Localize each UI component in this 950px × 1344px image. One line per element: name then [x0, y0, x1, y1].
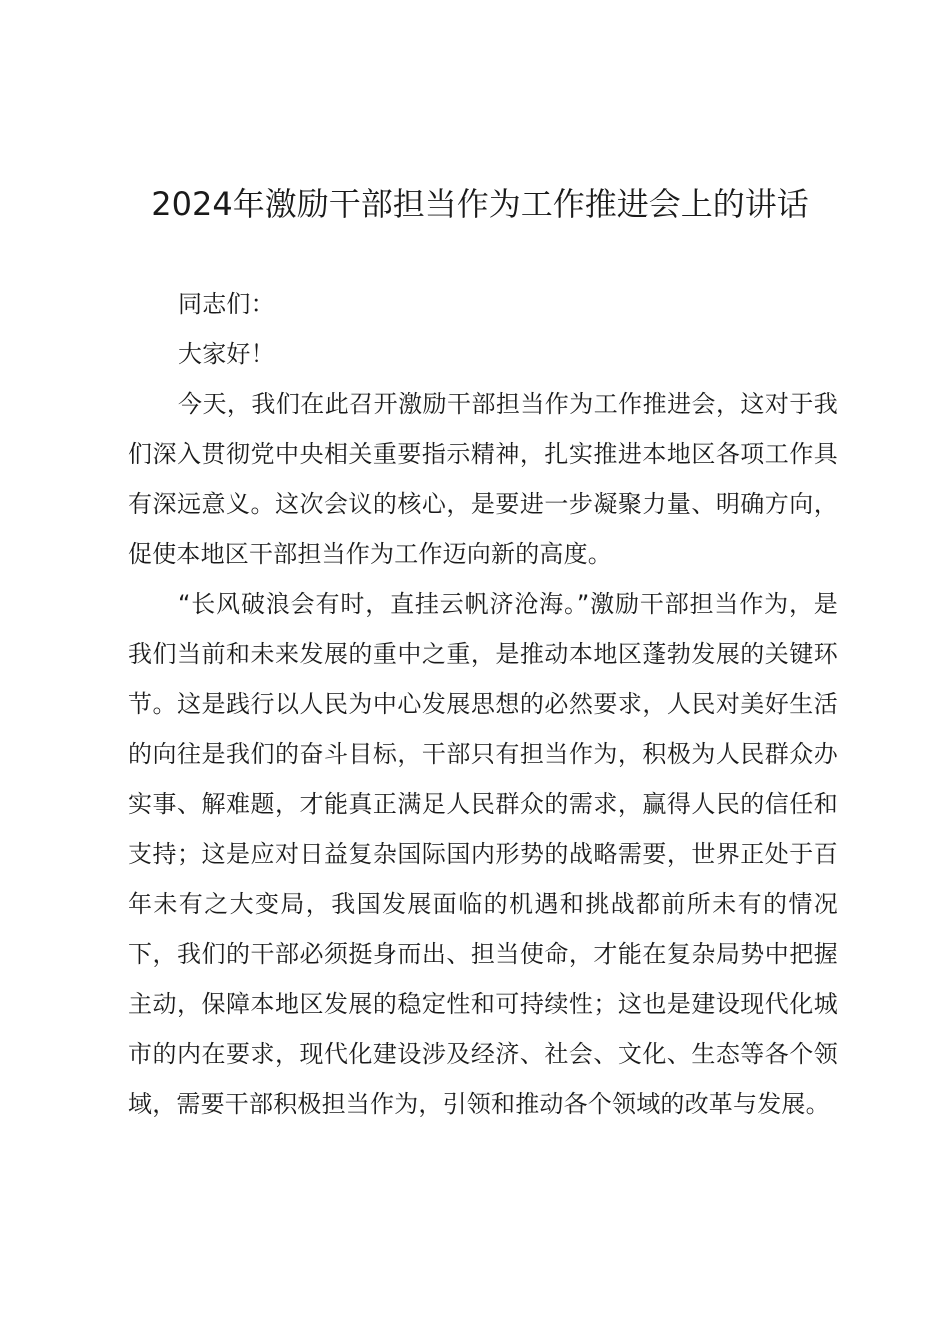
document-body [128, 279, 838, 1129]
document-title: 2024年激励干部担当作为工作推进会上的讲话 [151, 185, 809, 223]
greeting-paragraph: 大家好！ [178, 340, 275, 368]
salutation-paragraph: 同志们： [178, 290, 275, 318]
body-paragraph: “长风破浪会有时，直挂云帆济沧海。”激励干部担当作为，是我们当前和未来发展的重中之重，是推动本地区蓬勃发展的关键环节。这是践行以人民为中心发展思想的必然要求，人民对美好生活的向往是我们的奋斗目标，干部只有担当作为，积极为人民群众办实事、解难题，才能真正满足人民群众的需求，赢得人民的信任和支持；这是应对日益复杂国际国内形势的战略需要，世界正处于百年未有之大变局，我国发展面临的机遇和挑战都前所未有的情况下，我们的干部必须挺身而出、担当使命，才能在复杂局势中把握主动，保障本地区发展的稳定性和可持续性；这也是建设现代化城市的内在要求，现代化建设涉及经济、社会、文化、生态等各个领域，需要干部积极担当作为，引领和推动各个领域的改革与发展。 [128, 590, 838, 1118]
body-paragraph: 今天，我们在此召开激励干部担当作为工作推进会，这对于我们深入贯彻党中央相关重要指示精神，扎实推进本地区各项工作具有深远意义。这次会议的核心，是要进一步凝聚力量、明确方向，促使本地区干部担当作为工作迈向新的高度。 [128, 390, 838, 568]
